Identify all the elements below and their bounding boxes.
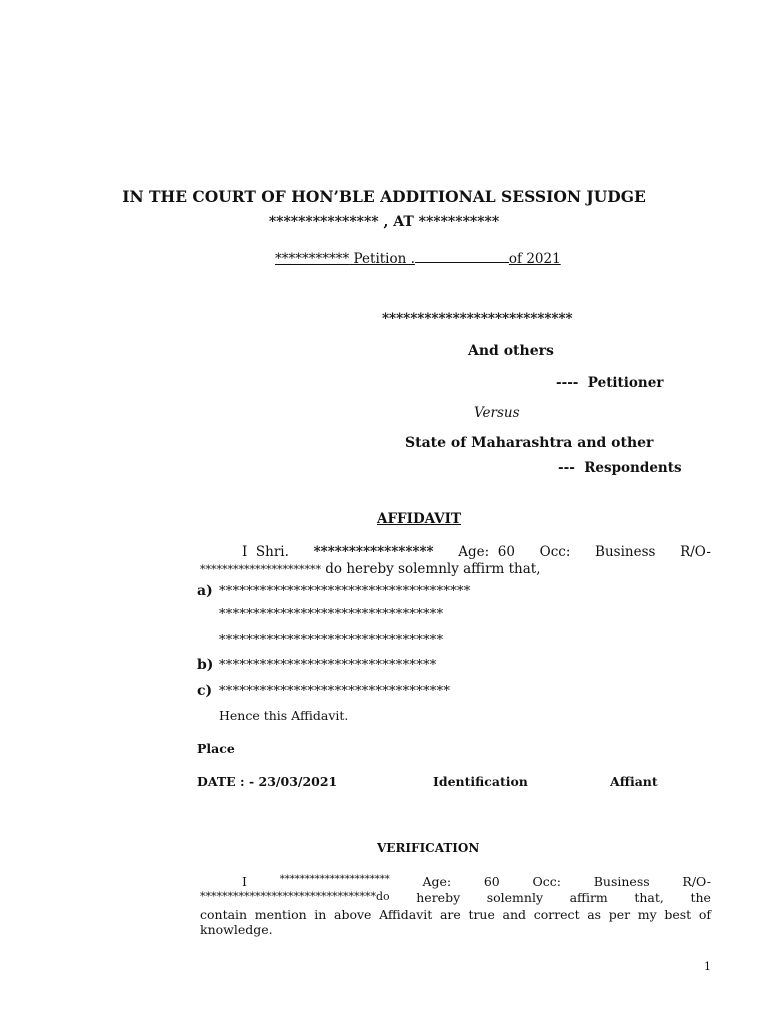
petition-label: Petition .	[353, 251, 415, 267]
ver-l1-w0: I	[242, 874, 247, 889]
ver-l2-w4: that,	[634, 890, 664, 905]
verification-line-2	[200, 890, 711, 905]
ver-l3-w9: as	[587, 907, 602, 922]
affidavit-intro-line-1	[200, 544, 711, 560]
ver-l3-w11: my	[637, 907, 657, 922]
ver-l3-w13: of	[698, 907, 711, 922]
ver-l1-w2: Age:	[422, 874, 452, 889]
intro-line2-stars: **********************	[200, 563, 321, 576]
petitioner-role: ---- Petitioner	[556, 375, 664, 391]
ver-l2-w3: affirm	[569, 890, 608, 905]
item-a-line-2: *********************************	[219, 607, 444, 622]
court-title: IN THE COURT OF HON’BLE ADDITIONAL SESSION JUDGE	[122, 187, 646, 206]
ver-l3-w5: are	[439, 907, 461, 922]
intro-occ: Occ:	[539, 544, 571, 560]
petition-year: of 2021	[508, 251, 561, 267]
petition-stars: ***********	[275, 251, 350, 267]
ver-l1-w1: **********************	[279, 874, 390, 885]
verification-line-3	[200, 907, 711, 922]
versus-label: Versus	[474, 405, 520, 421]
petitioner-name: ***************************	[382, 311, 573, 327]
petition-line	[275, 250, 561, 267]
ver-l3-w0: contain	[200, 907, 248, 922]
verification-line-4: knowledge.	[200, 922, 273, 937]
intro-ro: R/O-	[680, 544, 711, 560]
ver-l2-w2: solemnly	[486, 890, 544, 905]
petition-number-blank	[415, 250, 509, 263]
verification-title: VERIFICATION	[377, 841, 480, 855]
intro-name: *****************	[313, 544, 434, 560]
item-a-line-1: *************************************	[219, 584, 471, 599]
ver-l2-w5: the	[690, 890, 711, 905]
ver-l3-w3: above	[334, 907, 372, 922]
ver-l1-w6: R/O-	[682, 874, 711, 889]
identification-label: Identification	[433, 774, 528, 789]
ver-l2-w0: ********************************do	[200, 890, 390, 903]
item-label-c: c)	[197, 683, 213, 699]
ver-l3-w4: Affidavit	[379, 907, 433, 922]
item-c-line-1: **********************************	[219, 684, 451, 699]
place-label: Place	[197, 741, 235, 756]
ver-l3-w8: correct	[533, 907, 580, 922]
ver-l3-w10: per	[608, 907, 631, 922]
hence-line: Hence this Affidavit.	[219, 708, 349, 723]
ver-l1-w5: Business	[593, 874, 650, 889]
respondent-role: --- Respondents	[558, 460, 682, 476]
respondent-name: State of Maharashtra and other	[405, 435, 654, 451]
ver-l3-w1: mention	[254, 907, 307, 922]
intro-prefix: I Shri.	[242, 544, 289, 560]
court-place: *************** , AT ***********	[268, 214, 500, 230]
ver-l1-w3: 60	[483, 874, 500, 889]
item-b-line-1: ********************************	[219, 658, 437, 673]
intro-age: Age: 60	[458, 544, 515, 560]
ver-l3-w6: true	[468, 907, 495, 922]
affidavit-intro-line-2	[200, 561, 541, 577]
date-line: DATE : - 23/03/2021	[197, 774, 338, 789]
verification-line-1	[200, 874, 711, 889]
ver-l3-w7: and	[502, 907, 527, 922]
item-a-line-3: *********************************	[219, 633, 444, 648]
ver-l3-w2: in	[314, 907, 327, 922]
ver-l2-w1: hereby	[416, 890, 461, 905]
and-others: And others	[468, 343, 554, 359]
affiant-label: Affiant	[610, 774, 658, 789]
intro-line2-text: do hereby solemnly affirm that,	[321, 561, 541, 577]
page-number: 1	[704, 960, 711, 973]
intro-business: Business	[595, 544, 656, 560]
affidavit-title: AFFIDAVIT	[377, 511, 461, 527]
item-label-b: b)	[197, 657, 214, 673]
item-label-a: a)	[197, 583, 213, 599]
ver-l1-w4: Occ:	[532, 874, 561, 889]
ver-l3-w12: best	[664, 907, 692, 922]
